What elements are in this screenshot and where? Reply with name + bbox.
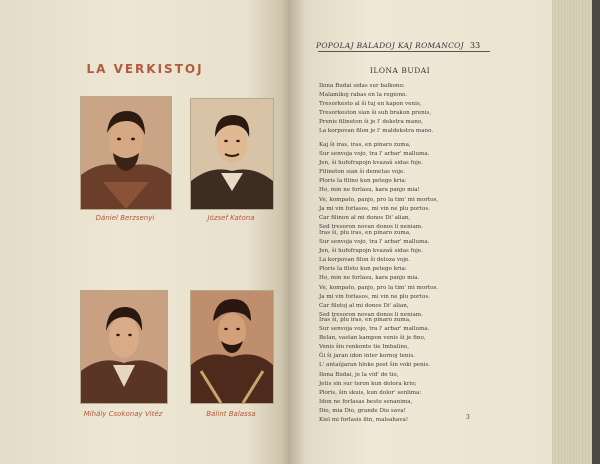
poem-line: Sed tresoron novan donos li neniam.: [319, 223, 423, 230]
portrait-image: [80, 290, 168, 404]
poem-line: Iras ŝi, plu iras, en pinaro zuma,: [319, 230, 411, 236]
poem-line: Ploris la fileto kun petego kria:: [319, 266, 407, 273]
poem-line: Jetis sin sur teron kun dolora krio;: [319, 380, 417, 387]
poem-line: Idon ne forlasas besto senanima,: [319, 398, 413, 405]
poem-line: Car filetoj al mi donos Di' alian,: [319, 302, 409, 309]
poem-line: Ve, kompato, panjo, pro la tim' mi mortos.: [319, 284, 439, 291]
poem-stanza: [319, 229, 499, 320]
poem-line: Sur senvoja vojo, tra l' arbar' malluma.: [319, 239, 430, 246]
poem-line: Tresorkesto al ŝi tuj en kapon venis,: [319, 101, 422, 108]
poem-line: Jen, ŝi hufofrapojn kvazaŭ sidas foje.: [319, 248, 423, 255]
poem-line: L' antaŭjaran hloke post ŝin voki penis.: [319, 362, 431, 369]
poem-line: Ilona Budai, je la vid' de tio,: [319, 371, 399, 378]
poem-line: Iras ŝi, plu iras, en pinaro zuma,: [319, 317, 411, 323]
poem-line: Dio, mia Dio, grande Dio sava!: [319, 407, 406, 414]
poem-line: Ve, kompato, panjo, pro la tim' mi mortos,: [319, 196, 439, 203]
poem-line: La korpovan filon ŝi deloza voje.: [319, 257, 411, 264]
poem-line: Malamikoj rabas en la regiono.: [319, 92, 408, 99]
poem-stanza: [319, 316, 499, 425]
portrait-image: [80, 96, 172, 210]
poem-title: ILONA BUDAI: [369, 66, 431, 75]
page-number: 33: [470, 41, 481, 50]
poem-line: Filineton sian ŝi demetas voje.: [319, 169, 406, 176]
poem-line: Belan, vastan kampon venis ŝi je fino,: [319, 335, 426, 342]
poem-line: Ĝi ŝi jaran idon inter kornoj tenis.: [319, 353, 415, 360]
poem-line: La korpovan filon je l' maldekstra mano.: [319, 128, 434, 135]
portrait-image: [190, 290, 274, 404]
poem-line: Sur senvoja vojo, tra l' arbar' malluma.: [319, 151, 430, 158]
portrait-caption: József Katona: [207, 214, 255, 222]
poem-line: Kaj ŝi iras, iras, en pinaro zuma,: [319, 142, 411, 148]
signature-mark: 3: [466, 414, 470, 421]
poem-line: Kiel mi forlasis ilin, malsahava!: [319, 417, 409, 424]
poem-line: Ploris la filino kun petego kria:: [319, 178, 407, 185]
page-edges: [552, 0, 600, 464]
poem-line: Ja mi vin forlasos, mi vin ne plu portos.: [319, 205, 430, 212]
poem-line: Tresorkeston sian ŝi sub brakon prenis,: [319, 110, 432, 117]
portrait-image: [190, 98, 274, 210]
left-page: [0, 0, 290, 464]
portrait-caption: Dániel Berzsenyi: [95, 214, 155, 222]
poem-stanza: [319, 141, 499, 232]
poem-line: Ploris, ŝin skuis, kun dolor' senlima:: [319, 389, 422, 396]
header-rule: [318, 51, 490, 52]
poem-line: Car filinon al mi donos Di' alian,: [319, 214, 411, 221]
page-title: LA VERKISTOJ: [86, 62, 204, 76]
poem-line: Prenis filineton ŝi je l' dekstra mano,: [319, 119, 423, 126]
poem-line: Sur senvoja vojo, tra l' arbar' malluma.: [319, 326, 430, 333]
portrait-caption: Bálint Balassa: [206, 410, 256, 418]
poem-line: Ho, min ne forlasu, kara panjo mia!: [319, 187, 420, 194]
poem-stanza: [319, 82, 499, 137]
poem-line: Ja mi vin forlasos, mi vin ne plu portos.: [319, 293, 430, 300]
poem-line: Ho, min ne forlasu, kara panjo mia.: [319, 275, 420, 282]
running-head: POPOLAJ BALADOJ KAJ ROMANCOJ: [316, 41, 464, 50]
poem-line: Jen, ŝi hufofrapojn kvazaŭ sidas foje.: [319, 160, 423, 167]
poem-line: Sed tresoron novan donos li neniam.: [319, 311, 423, 318]
portrait-caption: Mihály Csokonay Vitéz: [83, 410, 163, 418]
poem-line: Venis ŝin renkonte tie Imbalino,: [319, 344, 410, 351]
poem-line: Ilona Budai sidas sur balkono:: [319, 83, 405, 89]
